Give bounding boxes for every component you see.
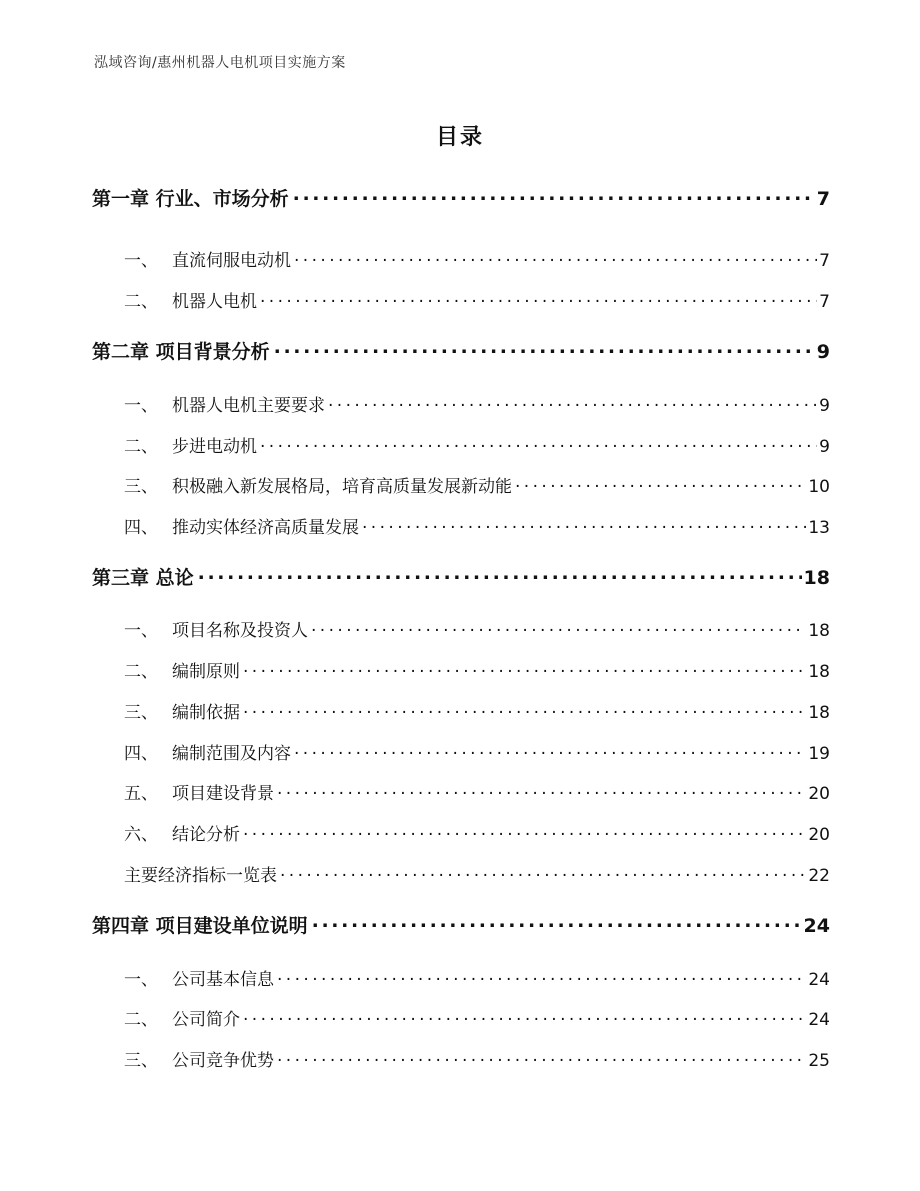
toc-section-1-1[interactable] <box>124 246 830 271</box>
toc-page-number: 7 <box>816 188 830 210</box>
dot-leader <box>277 1049 806 1066</box>
dot-leader <box>311 619 806 636</box>
toc-section-2-2[interactable] <box>124 432 830 457</box>
toc-entry-number: 四、 <box>124 518 158 538</box>
toc-entry-label: 结论分析 <box>172 825 240 845</box>
toc-page-number: 7 <box>819 292 830 312</box>
toc-page-number: 22 <box>808 866 830 886</box>
toc-entry-number: 二、 <box>124 437 158 457</box>
toc-chapter-2[interactable] <box>92 337 830 364</box>
toc-entry-number: 二、 <box>124 1010 158 1030</box>
toc-entry-label: 主要经济指标一览表 <box>124 866 277 886</box>
toc-page-number: 9 <box>819 396 830 416</box>
toc-entry-number: 四、 <box>124 744 158 764</box>
toc-page-number: 25 <box>808 1051 830 1071</box>
toc-entry-label: 编制依据 <box>172 703 240 723</box>
dot-leader <box>293 186 815 205</box>
toc-chapter-1[interactable] <box>92 184 830 211</box>
dot-leader <box>362 516 806 533</box>
toc-entry-number: 一、 <box>124 621 158 641</box>
toc-section-2-4[interactable] <box>124 513 830 538</box>
toc-page-number: 20 <box>808 825 830 845</box>
toc-section-4-2[interactable] <box>124 1005 830 1030</box>
toc-entry-label: 第四章 项目建设单位说明 <box>92 915 308 937</box>
toc-entry-number: 一、 <box>124 251 158 271</box>
dot-leader <box>294 742 806 759</box>
toc-entry-label: 直流伺服电动机 <box>172 251 291 271</box>
dot-leader <box>280 864 806 881</box>
dot-leader <box>277 782 806 799</box>
dot-leader <box>243 701 806 718</box>
toc-entry-number: 三、 <box>124 477 158 497</box>
toc-entry-number: 一、 <box>124 396 158 416</box>
toc-entry-label: 编制范围及内容 <box>172 744 291 764</box>
toc-chapter-3[interactable] <box>92 563 830 590</box>
toc-section-3-5[interactable] <box>124 779 830 804</box>
dot-leader <box>294 249 817 266</box>
toc-page-number: 18 <box>808 621 830 641</box>
toc-entry-label: 公司竞争优势 <box>172 1051 274 1071</box>
toc-section-3-4[interactable] <box>124 739 830 764</box>
toc-page-number: 7 <box>819 251 830 271</box>
dot-leader <box>243 660 806 677</box>
toc-page-number: 24 <box>808 970 830 990</box>
toc-page-number: 18 <box>808 662 830 682</box>
toc-entry-number: 二、 <box>124 662 158 682</box>
toc-page-number: 10 <box>808 477 830 497</box>
toc-title: 目录 <box>435 125 484 150</box>
dot-leader <box>260 290 817 307</box>
toc-entry-label: 公司简介 <box>172 1010 240 1030</box>
toc-entry-label: 机器人电机 <box>172 292 257 312</box>
toc-page-number: 20 <box>808 784 830 804</box>
toc-entry-number: 一、 <box>124 970 158 990</box>
toc-page-number: 24 <box>808 1010 830 1030</box>
toc-entry-label: 第一章 行业、市场分析 <box>92 188 289 210</box>
toc-section-3-6[interactable] <box>124 820 830 845</box>
toc-entry-label: 第二章 项目背景分析 <box>92 341 270 363</box>
toc-chapter-4[interactable] <box>92 911 830 938</box>
toc-section-2-3[interactable] <box>124 472 830 497</box>
toc-page-number: 24 <box>803 915 830 937</box>
toc-entry-label: 第三章 总论 <box>92 567 194 589</box>
toc-entry-number: 六、 <box>124 825 158 845</box>
toc-entry-label: 项目建设背景 <box>172 784 274 804</box>
toc-section-4-3[interactable] <box>124 1046 830 1071</box>
toc-entry-label: 公司基本信息 <box>172 970 274 990</box>
toc-entry-number: 二、 <box>124 292 158 312</box>
toc-entry-number: 三、 <box>124 1051 158 1071</box>
toc-entry-number: 三、 <box>124 703 158 723</box>
toc-entry-label: 积极融入新发展格局，培育高质量发展新动能 <box>172 477 512 497</box>
toc-page-number: 18 <box>803 567 830 589</box>
toc-section-2-1[interactable] <box>124 391 830 416</box>
toc-entry-label: 推动实体经济高质量发展 <box>172 518 359 538</box>
dot-leader <box>328 394 817 411</box>
toc-section-1-2[interactable] <box>124 287 830 312</box>
toc-entry-number: 五、 <box>124 784 158 804</box>
toc-section-3-2[interactable] <box>124 657 830 682</box>
toc-page-number: 18 <box>808 703 830 723</box>
toc-page-number: 13 <box>808 518 830 538</box>
toc-entry-label: 项目名称及投资人 <box>172 621 308 641</box>
toc-page-number: 19 <box>808 744 830 764</box>
toc-page-number: 9 <box>816 341 830 363</box>
dot-leader <box>277 968 806 985</box>
toc-entry-label: 编制原则 <box>172 662 240 682</box>
dot-leader <box>515 475 806 492</box>
dot-leader <box>260 435 817 452</box>
dot-leader <box>312 913 802 932</box>
dot-leader <box>243 1008 806 1025</box>
dot-leader <box>274 339 815 358</box>
dot-leader <box>198 565 802 584</box>
toc-section-4-1[interactable] <box>124 965 830 990</box>
toc-section-3-1[interactable] <box>124 616 830 641</box>
toc-entry-label: 机器人电机主要要求 <box>172 396 325 416</box>
toc-page-number: 9 <box>819 437 830 457</box>
dot-leader <box>243 823 806 840</box>
toc-section-3-3[interactable] <box>124 698 830 723</box>
running-header: 泓域咨询/惠州机器人电机项目实施方案 <box>94 55 346 71</box>
toc-section-3-7[interactable] <box>124 861 830 886</box>
toc-entry-label: 步进电动机 <box>172 437 257 457</box>
